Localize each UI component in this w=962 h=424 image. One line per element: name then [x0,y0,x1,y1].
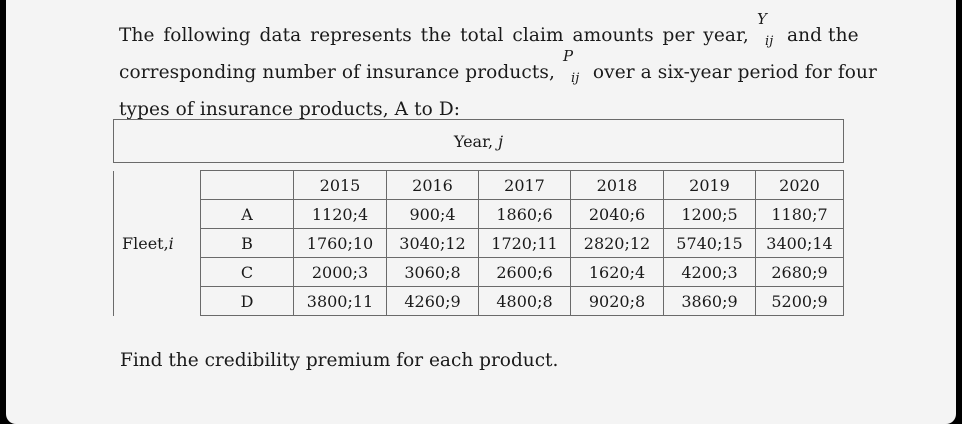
product-label: C [201,258,294,287]
word: represents [310,25,412,46]
year-cell: 2018 [571,171,664,200]
line-1-tail: and the [786,25,859,46]
data-cell: 2680;9 [756,258,844,287]
data-cell: 3800;11 [294,287,387,316]
data-cell: 3060;8 [387,258,479,287]
product-label: B [201,229,294,258]
claims-table [113,119,844,316]
data-cell: 3040;12 [387,229,479,258]
data-cell: 2040;6 [571,200,664,229]
symbol-y-ij [755,10,781,49]
data-cell: 4260;9 [387,287,479,316]
word: per [662,25,695,46]
document-page [6,0,956,424]
fleet-label: Fleet, [122,233,169,253]
table-row [114,258,844,287]
data-cell: 1200;5 [664,200,756,229]
word: amounts [572,25,654,46]
year-cell: 2020 [756,171,844,200]
word: data [259,25,302,46]
line-2-head: corresponding number of insurance products, [119,62,555,83]
data-cell: 5740;15 [664,229,756,258]
data-cell: 1860;6 [479,200,571,229]
year-cell: 2019 [664,171,756,200]
year-cell: 2016 [387,171,479,200]
word: year, [703,25,749,46]
symbol-y-sub: ij [764,34,774,49]
data-cell: 9020;8 [571,287,664,316]
word: The [119,25,155,46]
data-cell: 2000;3 [294,258,387,287]
spacer-row [114,163,844,171]
word: following [163,25,251,46]
year-label: Year, [453,131,494,151]
data-cell: 900;4 [387,200,479,229]
statement-line-1 [119,10,859,54]
data-cell: 3860;9 [664,287,756,316]
data-cell: 1720;11 [479,229,571,258]
table-row [114,287,844,316]
question-text: Find the credibility premium for each product. [120,350,559,371]
table-row [114,229,844,258]
data-cell: 4200;3 [664,258,756,287]
statement-line-2 [119,47,877,91]
year-cell: 2017 [479,171,571,200]
word: claim [512,25,564,46]
data-cell: 4800;8 [479,287,571,316]
word: total [460,25,504,46]
data-cell: 1180;7 [756,200,844,229]
year-header-row [114,120,844,163]
year-header [114,120,844,163]
line-1-words [119,17,749,54]
data-cell: 2600;6 [479,258,571,287]
symbol-p-ij [561,47,587,86]
symbol-y-main: Y [756,10,767,28]
spacer [114,163,844,171]
data-cell: 1120;4 [294,200,387,229]
fleet-variable: i [168,233,174,253]
data-cell: 1760;10 [294,229,387,258]
word: the [420,25,452,46]
data-cell: 3400;14 [756,229,844,258]
product-label: A [201,200,294,229]
product-label: D [201,287,294,316]
years-row [114,171,844,200]
symbol-p-sub: ij [570,71,580,86]
symbol-p-main: P [562,47,574,65]
data-cell: 5200;9 [756,287,844,316]
table-row [114,200,844,229]
fleet-header [114,171,201,316]
year-variable: j [498,131,504,151]
line-3: types of insurance products, A to D: [119,99,461,120]
data-cell: 1620;4 [571,258,664,287]
corner-cell [201,171,294,200]
year-cell: 2015 [294,171,387,200]
data-cell: 2820;12 [571,229,664,258]
problem-statement [119,10,877,128]
line-2-tail: over a six-year period for four [592,62,877,83]
